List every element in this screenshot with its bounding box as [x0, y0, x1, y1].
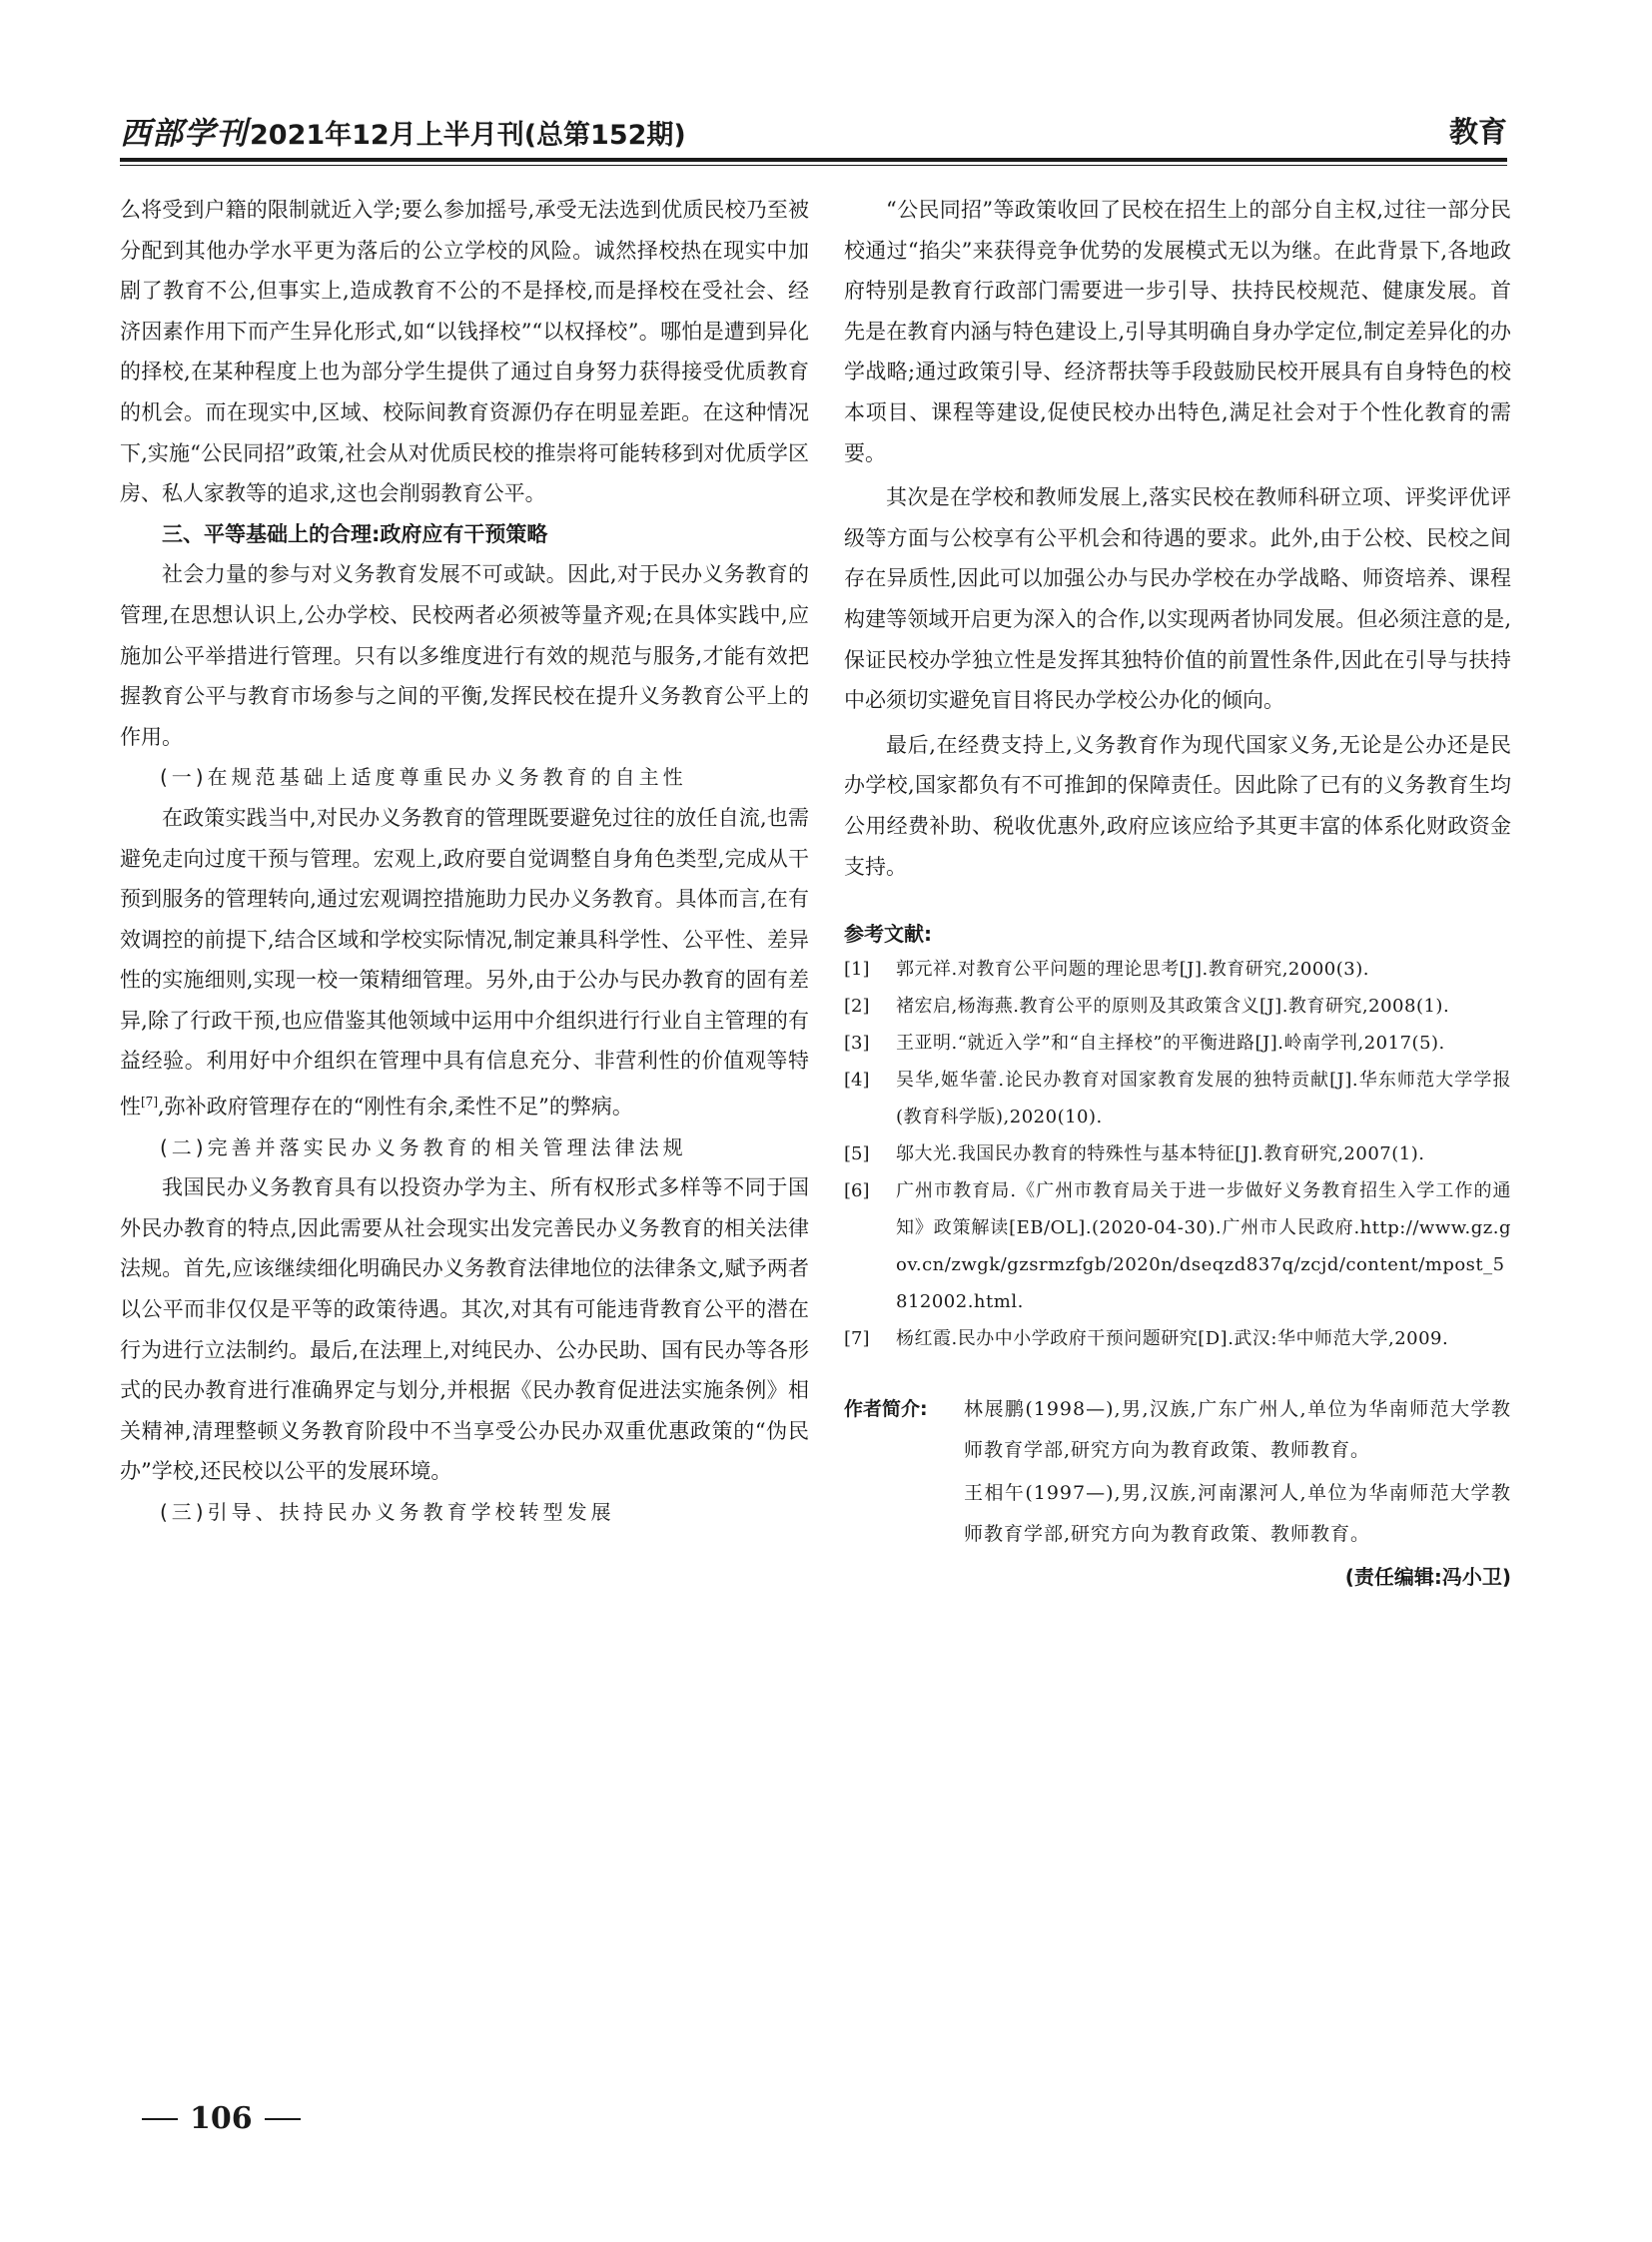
dash-left [142, 2118, 178, 2120]
reference-item [844, 951, 1511, 988]
header-rule-thick [120, 158, 1507, 162]
subsection-heading: (三)引导、扶持民办义务教育学校转型发展 [160, 1500, 615, 1524]
right-column [844, 190, 1511, 1598]
author-bio: 林展鹏(1998—),男,汉族,广东广州人,单位为华南师范大学教师教育学部,研究方向为教育政策、教师教育。 [964, 1398, 1511, 1462]
issue-info: 2021年12月上半月刊(总第152期) [250, 120, 686, 151]
references-list [844, 951, 1511, 1357]
author-label: 作者简介: [844, 1398, 928, 1421]
paragraph [120, 798, 809, 1127]
header-rule-thin [120, 165, 1507, 166]
section-heading: 三、平等基础上的合理:政府应有干预策略 [162, 521, 548, 546]
paragraph: 其次是在学校和教师发展上,落实民校在教师科研立项、评奖评优评级等方面与公校享有公平机会和待遇的要求。此外,由于公校、民校之间存在异质性,因此可以加强公办与民办学校在办学战略、师资培养、课程构建等领域开启更为深入的合作,以实现两者协同发展。但必须注意的是,保证民校办学独立性是发挥其独特价值的前置性条件,因此在引导与扶持中必须切实避免盲目将民办学校公办化的倾向。 [844, 485, 1511, 713]
reference-text: 杨红霞.民办中小学政府干预问题研究[D].武汉:华中师范大学,2009. [896, 1328, 1449, 1350]
reference-text: 广州市教育局.《广州市教育局关于进一步做好义务教育招生入学工作的通知》政策解读[EB/OL].(2020-04-30).广州市人民政府.http://www.gz.gov.cn/zwgk/gzsrmzfgb/2020n/dseqzd837q/zcjd/content/mpost_5812002.html. [896, 1180, 1511, 1313]
author-info [844, 1389, 1511, 1555]
paragraph: 我国民办义务教育具有以投资办学为主、所有权形式多样等不同于国外民办教育的特点,因此需要从社会现实出发完善民办义务教育的相关法律法规。首先,应该继续细化明确民办义务教育法律地位的法律条文,赋予两者以公平而非仅仅是平等的政策待遇。其次,对其有可能违背教育公平的潜在行为进行立法制约。最后,在法理上,对纯民办、公办民助、国有民办等各形式的民办教育进行准确界定与划分,并根据《民办教育促进法实施条例》相关精神,清理整顿义务教育阶段中不当享受公办民办双重优惠政策的“伪民办”学校,还民校以公平的发展环境。 [120, 1175, 809, 1484]
dash-right [265, 2118, 301, 2120]
responsible-editor: (责任编辑:冯小卫) [1344, 1565, 1511, 1590]
author-bio: 王相午(1997—),男,汉族,河南漯河人,单位为华南师范大学教师教育学部,研究方向为教育政策、教师教育。 [964, 1482, 1511, 1546]
subsection-heading: (一)在规范基础上适度尊重民办义务教育的自主性 [160, 765, 687, 790]
page-number [130, 2101, 313, 2136]
author-body [964, 1389, 1511, 1555]
reference-text: 郭元祥.对教育公平问题的理论思考[J].教育研究,2000(3). [896, 959, 1369, 981]
reference-item [844, 988, 1511, 1025]
reference-text: 王亚明.“就近入学”和“自主择校”的平衡进路[J].岭南学刊,2017(5). [896, 1033, 1445, 1055]
paragraph-text: ,弥补政府管理存在的“刚性有余,柔性不足”的弊病。 [158, 1095, 633, 1120]
reference-number: [6] [844, 1180, 870, 1202]
reference-item [844, 1025, 1511, 1062]
page-number-text: 106 [190, 2101, 253, 2136]
reference-number: [4] [844, 1070, 870, 1092]
reference-text: 褚宏启,杨海燕.教育公平的原则及其政策含义[J].教育研究,2008(1). [896, 996, 1450, 1018]
reference-text: 邬大光.我国民办教育的特殊性与基本特征[J].教育研究,2007(1). [896, 1143, 1425, 1165]
reference-item [844, 1172, 1511, 1320]
section-label: 教育 [1448, 115, 1507, 149]
paragraph: 么将受到户籍的限制就近入学;要么参加摇号,承受无法选到优质民校乃至被分配到其他办学水平更为落后的公立学校的风险。诚然择校热在现实中加剧了教育不公,但事实上,造成教育不公的不是择校,而是择校在受社会、经济因素作用下而产生异化形式,如“以钱择校”“以权择校”。哪怕是遭到异化的择校,在某种程度上也为部分学生提供了通过自身努力获得接受优质教育的机会。而在现实中,区域、校际间教育资源仍存在明显差距。在这种情况下,实施“公民同招”政策,社会从对优质民校的推崇将可能转移到对优质学区房、私人家教等的追求,这也会削弱教育公平。 [120, 198, 809, 506]
journal-name: 西部学刊 [120, 116, 248, 152]
reference-number: [2] [844, 996, 870, 1018]
paragraph: 社会力量的参与对义务教育发展不可或缺。因此,对于民办义务教育的管理,在思想认识上,公办学校、民校两者必须被等量齐观;在具体实践中,应施加公平举措进行管理。只有以多维度进行有效的规范与服务,才能有效把握教育公平与教育市场参与之间的平衡,发挥民校在提升义务教育公平上的作用。 [120, 562, 809, 749]
citation-marker: [7] [141, 1095, 158, 1110]
header-left [120, 108, 686, 153]
subsection-heading: (二)完善并落实民办义务教育的相关管理法律法规 [160, 1134, 687, 1159]
running-header [120, 108, 1507, 162]
reference-text: 吴华,姬华蕾.论民办教育对国家教育发展的独特贡献[J].华东师范大学学报(教育科学版),2020(10). [896, 1070, 1511, 1128]
paragraph: “公民同招”等政策收回了民校在招生上的部分自主权,过往一部分民校通过“掐尖”来获得竞争优势的发展模式无以为继。在此背景下,各地政府特别是教育行政部门需要进一步引导、扶持民校规范、健康发展。首先是在教育内涵与特色建设上,引导其明确自身办学定位,制定差异化的办学战略;通过政策引导、经济帮扶等手段鼓励民校开展具有自身特色的校本项目、课程等建设,促使民校办出特色,满足社会对于个性化教育的需要。 [844, 198, 1511, 465]
reference-item [844, 1135, 1511, 1172]
reference-item [844, 1062, 1511, 1135]
left-column [120, 190, 809, 1533]
paragraph-text: 在政策实践当中,对民办义务教育的管理既要避免过往的放任自流,也需避免走向过度干预与管理。宏观上,政府要自觉调整自身角色类型,完成从干预到服务的管理转向,通过宏观调控措施助力民办义务教育。具体而言,在有效调控的前提下,结合区域和学校实际情况,制定兼具科学性、公平性、差异性的实施细则,实现一校一策精细管理。另外,由于公办与民办教育的固有差异,除了行政干预,也应借鉴其他领域中运用中介组织进行行业自主管理的有益经验。利用好中介组织在管理中具有信息充分、非营利性的价值观等特性 [120, 805, 809, 1120]
reference-number: [5] [844, 1143, 870, 1165]
reference-number: [1] [844, 959, 870, 981]
references-title: 参考文献: [844, 922, 932, 947]
reference-number: [7] [844, 1328, 870, 1350]
paragraph: 最后,在经费支持上,义务教育作为现代国家义务,无论是公办还是民办学校,国家都负有不可推卸的保障责任。因此除了已有的义务教育生均公用经费补助、税收优惠外,政府应该应给予其更丰富的体系化财政资金支持。 [844, 732, 1511, 879]
reference-item [844, 1320, 1511, 1357]
reference-number: [3] [844, 1033, 870, 1055]
